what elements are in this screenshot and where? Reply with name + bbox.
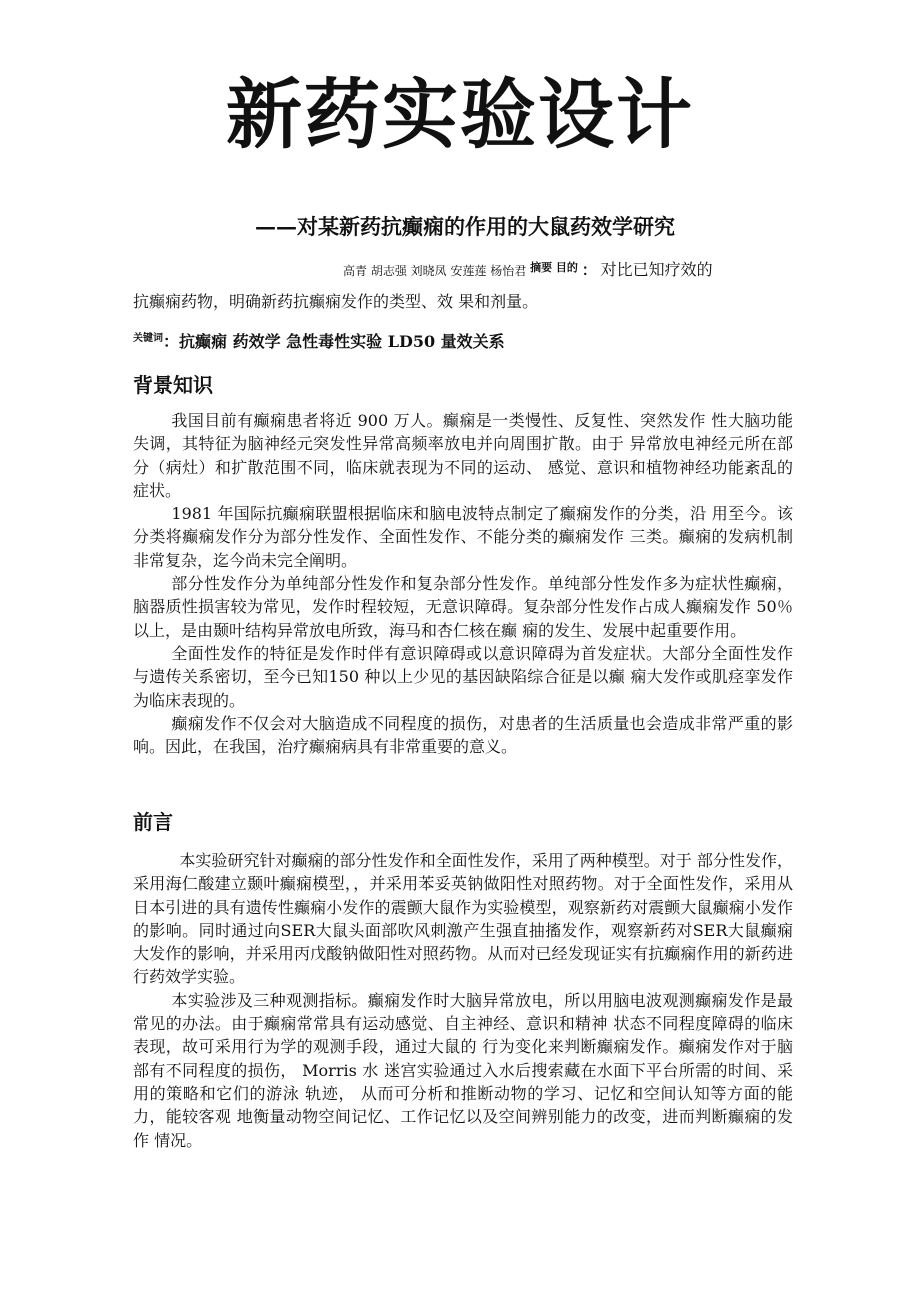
document-subtitle: ——对某新药抗癫痫的作用的大鼠药效学研究 (255, 214, 675, 239)
document-title: 新药实验设计 (226, 70, 694, 159)
keywords-line (133, 326, 793, 355)
section-heading-background: 背景知识 (133, 373, 213, 397)
abstract-text-start: 对比已知疗效的 (600, 260, 713, 279)
keywords-label: 关键词 (133, 333, 163, 344)
paragraph: 本实验涉及三种观测指标。癫痫发作时大脑异常放电，所以用脑电波观测癫痫发作是最常见的办法。由于癫痫常常具有运动感觉、自主神经、意识和精神 状态不同程度障碍的临床表现，故可采用行为学的观测手段，通过大鼠的 行为变化来判断癫痫发作。癫痫发作对于脑部有不同程度的损伤， Morris 水 迷宫实验通过入水后搜索藏在水面下平台所需的时间、采用的策略和它们的游泳 轨迹， 从而可分析和推断动物的学习、记忆和空间认知等方面的能力，能较客观 地衡量动物空间记忆、工作记忆以及空间辨别能力的改变，进而判断癫痫的发作 情况。 (133, 990, 793, 1150)
abstract-label: 摘要 目的 (530, 261, 578, 274)
keywords-text: ：抗癫痫 药效学 急性毒性实验 LD50 量效关系 (163, 332, 505, 351)
paragraph: 我国目前有癫痫患者将近 900 万人。癫痫是一类慢性、反复性、突然发作 性大脑功能失调，其特征为脑神经元突发性异常高频率放电并向周围扩散。由于 异常放电神经元所在部分（病灶）和扩散范围不同，临床就表现为不同的运动、 感觉、意识和植物神经功能紊乱的症状。 (133, 411, 793, 500)
author-abstract-line (343, 258, 783, 281)
abstract-colon: ： (581, 261, 597, 279)
introduction-section (133, 849, 793, 1152)
section-heading-introduction: 前言 (133, 810, 173, 834)
background-section (133, 409, 793, 758)
abstract-text: 抗癫痫药物，明确新药抗癫痫发作的类型、效 果和剂量。 (133, 292, 539, 311)
author-list: 高青 胡志强 刘晓凤 安莲莲 杨怡君 (343, 264, 527, 278)
paragraph: 本实验研究针对癫痫的部分性发作和全面性发作，采用了两种模型。对于 部分性发作，采用海仁酸建立颞叶癫痫模型，，并采用苯妥英钠做阳性对照药物。对于全面性发作，采用从日本引进的具有遗传性癫痫小发作的震颤大鼠作为实验模型，观察新药对震颤大鼠癫痫小发作的影响。同时通过向SER大鼠头面部吹风刺激产生强直抽搐发作，观察新药对SER大鼠癫痫大发作的影响，并采用丙戊酸钠做阳性对照药物。从而对已经发现证实有抗癫痫作用的新药进行药效学实验。 (133, 851, 793, 987)
paragraph: 全面性发作的特征是发作时伴有意识障碍或以意识障碍为首发症状。大部分全面性发作与遗传关系密切，至今已知150 种以上少见的基因缺陷综合征是以癫 痫大发作或肌痉挛发作为临床表现的。 (133, 643, 793, 710)
paragraph: 1981 年国际抗癫痫联盟根据临床和脑电波特点制定了癫痫发作的分类，沿 用至今。该分类将癫痫发作分为部分性发作、全面性发作、不能分类的癫痫发作 三类。癫痫的发病机制非常复杂，迄今尚未完全阐明。 (133, 504, 793, 570)
paragraph: 癫痫发作不仅会对大脑造成不同程度的损伤，对患者的生活质量也会造成非常严重的影响。因此，在我国，治疗癫痫病具有非常重要的意义。 (133, 713, 793, 757)
paragraph: 部分性发作分为单纯部分性发作和复杂部分性发作。单纯部分性发作多为症状性癫痫，脑器质性损害较为常见，发作时程较短，无意识障碍。复杂部分性发作占成人癫痫发作 50％以上，是由颞叶结构异常放电所致，海马和杏仁核在癫 痫的发生、发展中起重要作用。 (133, 574, 793, 640)
